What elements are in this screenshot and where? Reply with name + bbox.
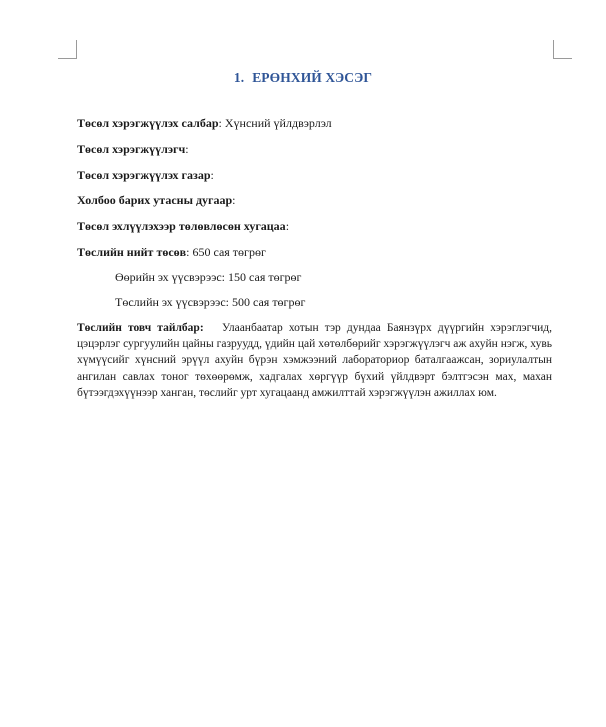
field-label: Төсөл хэрэгжүүлэх газар bbox=[77, 168, 211, 182]
field-project-location bbox=[77, 168, 214, 182]
budget-project-source: Төслийн эх үүсвэрээс: 500 сая төгрөг bbox=[115, 295, 306, 309]
top-right-margin-mark bbox=[553, 40, 572, 59]
field-label: Холбоо барих утасны дугаар bbox=[77, 193, 233, 207]
field-value: : bbox=[232, 193, 236, 207]
field-project-sector bbox=[77, 116, 332, 130]
field-value: : Хүнсний үйлдвэрлэл bbox=[218, 116, 332, 130]
field-label: Төсөл хэрэгжүүлэх салбар bbox=[77, 116, 219, 130]
field-value: : bbox=[210, 168, 214, 182]
field-label: Төсөл эхлүүлэхээр төлөвлөсөн хугацаа bbox=[77, 219, 286, 233]
field-value: : bbox=[285, 219, 290, 233]
budget-own-source: Өөрийн эх үүсвэрээс: 150 сая төгрөг bbox=[115, 270, 302, 284]
description-text: Улаанбаатар хотын тэр дундаа Баянзүрх дүүргийн хэрэглэгчид, цэцэрлэг сургуулийн цайны газруудд, үдийн цай хөтөлбөрийг хэрэгжүүлэгч аж ахуйн нэгж, хувь хүмүүсийг хүнсний эрүүл ахуйн бүрэн хэмжээний лабораториор баталгаажсан, зориулалтын ангилан савлах тоног төхөөрөмж, хадгалах хөргүүр бүхий үйлдвэрт бэлтгэсэн мах, махан бүтээгдэхүүнээр ханган, төслийг урт хугацаанд амжилттай хэрэгжүүлэн ажиллах юм. bbox=[77, 322, 553, 399]
field-value: : 650 сая төгрөг bbox=[186, 245, 266, 259]
description-label: Төслийн товч тайлбар: bbox=[77, 322, 204, 334]
project-description bbox=[77, 320, 552, 401]
top-left-margin-mark bbox=[58, 40, 77, 59]
section-heading bbox=[0, 70, 606, 86]
field-label: Төслийн нийт төсөв bbox=[77, 245, 187, 259]
field-contact-phone bbox=[77, 193, 236, 207]
field-label: Төсөл хэрэгжүүлэгч bbox=[77, 142, 186, 156]
field-project-implementer bbox=[77, 142, 189, 156]
section-title: ЕРӨНХИЙ ХЭСЭГ bbox=[252, 70, 373, 85]
field-total-budget bbox=[77, 245, 266, 259]
field-value: : bbox=[185, 142, 189, 156]
section-number: 1. bbox=[233, 70, 245, 85]
field-planned-start bbox=[77, 219, 289, 233]
